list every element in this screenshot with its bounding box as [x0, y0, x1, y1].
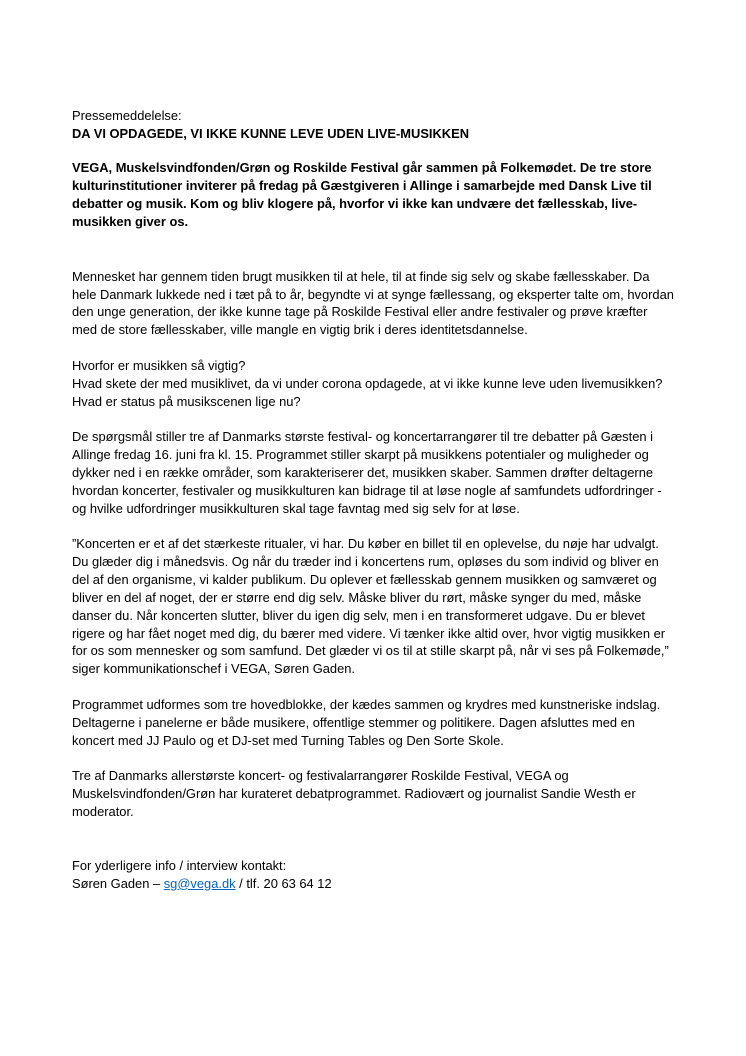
contact-phone: / tlf. 20 63 64 12: [235, 875, 332, 891]
question-line: Hvad er status på musikscenen lige nu?: [72, 393, 301, 409]
quote-paragraph: ”Koncerten er et af det stærkeste ritualer, vi har. Du køber en billet til en oplevelse, du nøje har udvalgt. Du glæder dig i månedsvis. Og når du træder ind i koncertens rum, opløses du som individ og bliver en del af den organisme, vi kalder publikum. Du oplever et fællesskab gennem musikken og samværet og bliver en del af noget, der er større end dig selv. Måske bliver du rørt, måske synger du med, måske danser du. Når koncerten slutter, bliver du igen dig selv, men i en transformeret udgave. Du er blevet rigere og har fået noget med dig, du bærer med videre. Vi tænker ikke altid over, hvor vigtig musikken er for os som mennesker og som samfund. Det glæder vi os til at stille skarpt på, når vi ses på Folkemøde,” siger kommunikationschef i VEGA, Søren Gaden.: [72, 536, 669, 677]
question-line: Hvorfor er musikken så vigtig?: [72, 357, 246, 373]
press-release-document: [72, 107, 676, 893]
document-type-label: Pressemeddelelse:: [72, 108, 182, 123]
contact-line: [72, 875, 676, 893]
question-line: Hvad skete der med musiklivet, da vi under corona opdagede, at vi ikke kunne leve uden livemusikken?: [72, 375, 663, 391]
questions-block: [72, 357, 676, 411]
contact-block: [72, 857, 676, 893]
intro-paragraph: Mennesket har gennem tiden brugt musikken til at hele, til at finde sig selv og skabe fællesskaber. Da hele Danmark lukkede ned i tæt på to år, begyndte vi at synge fællessang, og eksperter talte om, hvordan den unge generation, der ikke kunne tage på Roskilde Festival eller andre festivaler og prøve kræfter med de store fællesskaber, ville mangle en vigtig brik i deres identitetsdannelse.: [72, 268, 674, 338]
program-paragraph: De spørgsmål stiller tre af Danmarks største festival- og koncertarrangører til tre debatter på Gæsten i Allinge fredag 16. juni fra kl. 15. Programmet stiller skarpt på musikkens potentialer og muligheder og dykker ned i en række områder, som karakteriserer det, musikken skaber. Sammen drøfter deltagerne hvordan koncerter, festivaler og musikkulturen kan bidrage til at løse nogle af samfundets udfordringer - og hvilke udfordringer musikkulturen skal tage favntag med sig selv for at løse.: [72, 428, 662, 516]
email-link[interactable]: sg@vega.dk: [163, 875, 236, 891]
curators-paragraph: Tre af Danmarks allerstørste koncert- og festivalarrangører Roskilde Festival, VEGA og Muskelsvindfonden/Grøn har kurateret debatprogrammet. Radiovært og journalist Sandie Westh er moderator.: [72, 767, 636, 819]
contact-name: Søren Gaden –: [72, 875, 164, 891]
format-paragraph: Programmet udformes som tre hovedblokke, der kædes sammen og krydres med kunstneriske indslag. Deltagerne i panelerne er både musikere, offentlige stemmer og politikere. Dagen afsluttes med en koncert med JJ Paulo og et DJ-set med Turning Tables og Den Sorte Skole.: [72, 696, 661, 748]
contact-heading: For yderligere info / interview kontakt:: [72, 857, 287, 873]
lead-paragraph: VEGA, Muskelsvindfonden/Grøn og Roskilde Festival går sammen på Folkemødet. De tre store kulturinstitutioner inviterer på fredag på Gæstgiveren i Allinge i samarbejde med Dansk Live til debatter og musik. Kom og bliv klogere på, hvorfor vi ikke kan undvære det fællesskab, live-musikken giver os.: [72, 159, 652, 230]
headline: DA VI OPDAGEDE, VI IKKE KUNNE LEVE UDEN LIVE-MUSIKKEN: [72, 125, 470, 141]
